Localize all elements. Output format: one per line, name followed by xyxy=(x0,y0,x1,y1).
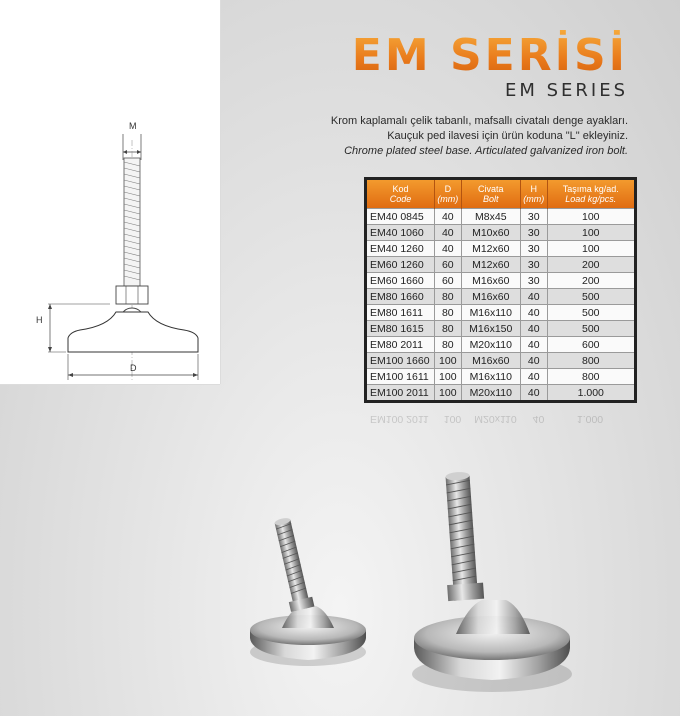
table-cell: 40 xyxy=(435,241,462,257)
table-cell: 30 xyxy=(520,273,547,289)
table-cell: 80 xyxy=(435,321,462,337)
table-cell: 600 xyxy=(547,337,634,353)
table-row xyxy=(367,273,634,289)
table-cell: 40 xyxy=(520,321,547,337)
reflection-cell: 40 xyxy=(532,413,545,426)
table-cell: 40 xyxy=(520,385,547,401)
table-cell: 40 xyxy=(520,353,547,369)
table-row xyxy=(367,209,634,225)
table-cell: EM100 2011 xyxy=(367,385,435,401)
table-cell: 1.000 xyxy=(547,385,634,401)
table-cell: M12x60 xyxy=(461,257,520,273)
table-cell: M20x110 xyxy=(461,385,520,401)
header-code: Kod Code xyxy=(367,180,435,209)
dimension-label-m: M xyxy=(129,121,137,131)
table-cell: 30 xyxy=(520,257,547,273)
table-cell: EM40 0845 xyxy=(367,209,435,225)
reflection-cell: M20x110 xyxy=(474,413,517,426)
spec-table xyxy=(364,177,637,403)
table-cell: EM80 1660 xyxy=(367,289,435,305)
table-row xyxy=(367,289,634,305)
series-title: EM SERİSİ xyxy=(351,30,628,81)
product-photo xyxy=(230,460,590,710)
large-leveling-foot xyxy=(412,471,572,692)
table-cell: M12x60 xyxy=(461,241,520,257)
table-cell: 40 xyxy=(520,369,547,385)
table-cell: 60 xyxy=(435,273,462,289)
table-cell: 100 xyxy=(547,209,634,225)
table-cell: M8x45 xyxy=(461,209,520,225)
table-cell: 40 xyxy=(435,225,462,241)
table-cell: EM60 1260 xyxy=(367,257,435,273)
table-cell: EM80 1611 xyxy=(367,305,435,321)
table-cell: 800 xyxy=(547,369,634,385)
table-row xyxy=(367,321,634,337)
reflection-cell: 1.000 xyxy=(576,413,604,426)
table-cell: EM60 1660 xyxy=(367,273,435,289)
table-cell: 60 xyxy=(435,257,462,273)
reflection-cell: 100 xyxy=(443,413,462,426)
table-cell: 500 xyxy=(547,321,634,337)
table-cell: M10x60 xyxy=(461,225,520,241)
table-cell: 80 xyxy=(435,305,462,321)
description-line-tr-1: Krom kaplamalı çelik tabanlı, mafsallı civatalı denge ayakları. xyxy=(330,115,628,127)
table-cell: 200 xyxy=(547,273,634,289)
table-cell: M20x110 xyxy=(461,337,520,353)
product-description xyxy=(288,114,628,159)
technical-drawing-panel xyxy=(0,0,220,384)
small-leveling-foot xyxy=(250,516,366,666)
table-cell: EM80 1615 xyxy=(367,321,435,337)
table-row xyxy=(367,305,634,321)
table-cell: EM100 1611 xyxy=(367,369,435,385)
description-line-en: Chrome plated steel base. Articulated galvanized iron bolt. xyxy=(344,145,628,157)
header-bolt: Civata Bolt xyxy=(461,180,520,209)
header-diameter: D (mm) xyxy=(435,180,462,209)
table-row xyxy=(367,353,634,369)
table-cell: 30 xyxy=(520,241,547,257)
table-cell: M16x60 xyxy=(461,289,520,305)
table-reflection xyxy=(367,412,628,436)
table-cell: 800 xyxy=(547,353,634,369)
table-cell: EM100 1660 xyxy=(367,353,435,369)
table-cell: EM80 2011 xyxy=(367,337,435,353)
table-cell: 100 xyxy=(435,369,462,385)
table-row xyxy=(367,225,634,241)
table-row xyxy=(367,241,634,257)
table-header-row xyxy=(367,180,634,209)
table-cell: 30 xyxy=(520,209,547,225)
table-cell: 80 xyxy=(435,337,462,353)
dimension-label-h: H xyxy=(36,315,43,325)
table-cell: 100 xyxy=(547,241,634,257)
table-body xyxy=(367,209,634,401)
table-cell: EM40 1260 xyxy=(367,241,435,257)
description-line-tr-2: Kauçuk ped ilavesi için ürün koduna "L" ekleyiniz. xyxy=(387,130,628,142)
table-cell: EM40 1060 xyxy=(367,225,435,241)
table-cell: 200 xyxy=(547,257,634,273)
table-cell: 40 xyxy=(435,209,462,225)
table-cell: 500 xyxy=(547,289,634,305)
table-cell: 40 xyxy=(520,305,547,321)
reflection-row xyxy=(367,412,628,427)
technical-drawing xyxy=(0,0,220,384)
header-load: Taşıma kg/ad. Load kg/pcs. xyxy=(547,180,634,209)
table-row xyxy=(367,257,634,273)
table-cell: 100 xyxy=(435,385,462,401)
table-row xyxy=(367,385,634,401)
dimension-label-d: D xyxy=(130,363,137,373)
table-cell: 30 xyxy=(520,225,547,241)
table-cell: M16x110 xyxy=(461,369,520,385)
series-subtitle: EM SERIES xyxy=(504,80,628,101)
table-cell: M16x110 xyxy=(461,305,520,321)
table-cell: 100 xyxy=(547,225,634,241)
table-cell: M16x60 xyxy=(461,273,520,289)
table-cell: 40 xyxy=(520,337,547,353)
table-cell: M16x150 xyxy=(461,321,520,337)
table-cell: 500 xyxy=(547,305,634,321)
reflection-cell: EM100 2011 xyxy=(370,413,429,426)
table-cell: M16x60 xyxy=(461,353,520,369)
header-height: H (mm) xyxy=(520,180,547,209)
table-cell: 100 xyxy=(435,353,462,369)
table-row xyxy=(367,337,634,353)
table-cell: 40 xyxy=(520,289,547,305)
table-cell: 80 xyxy=(435,289,462,305)
table-row xyxy=(367,369,634,385)
